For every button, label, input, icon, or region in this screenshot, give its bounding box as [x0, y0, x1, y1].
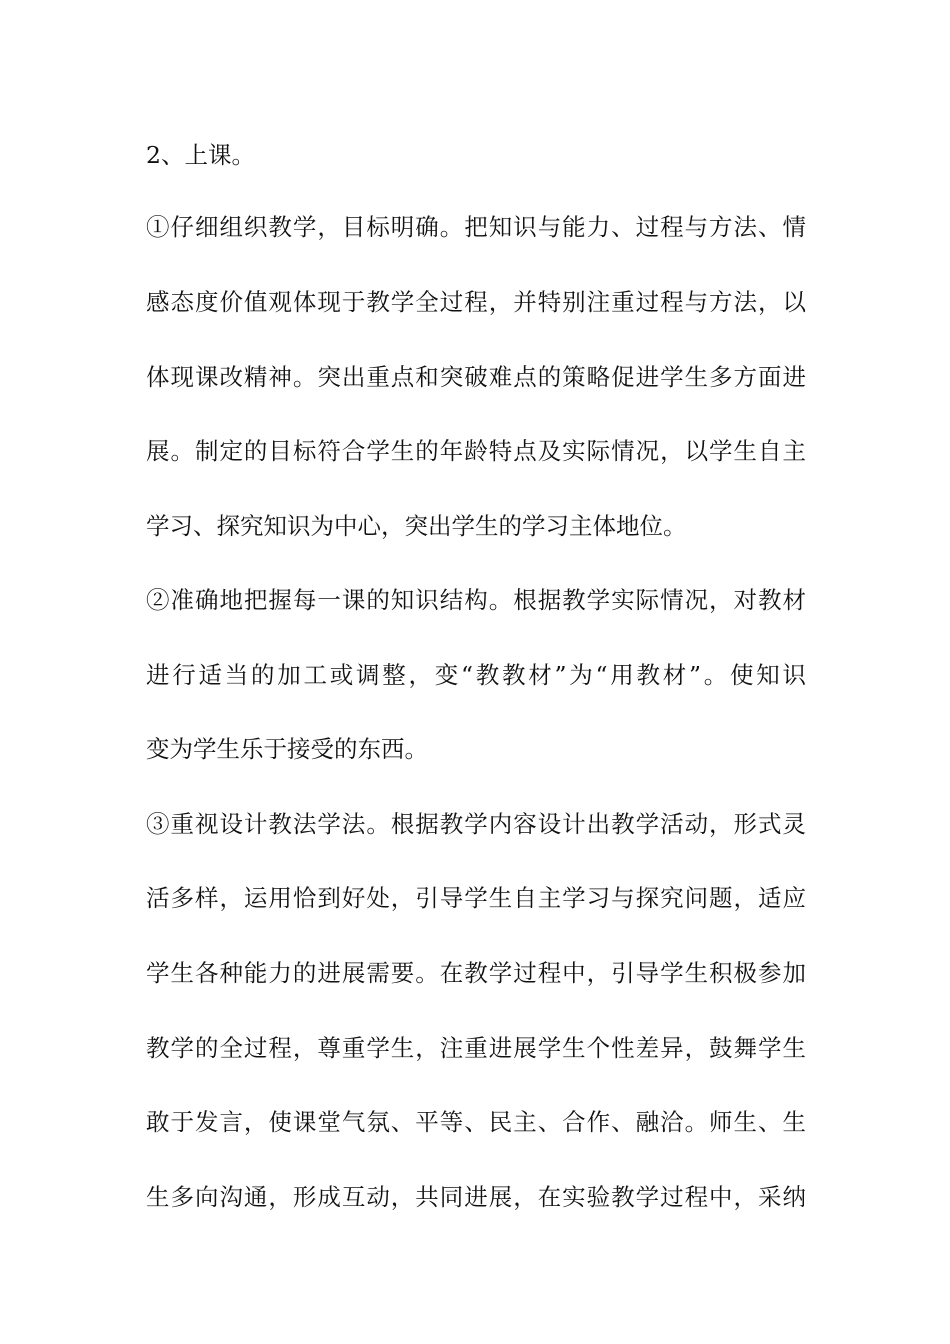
paragraph-line: ①仔细组织教学，目标明确。把知识与能力、过程与方法、情 [146, 213, 806, 241]
paragraph-line: 活多样，运用恰到好处，引导学生自主学习与探究问题，适应 [146, 884, 806, 912]
paragraph-line: 感态度价值观体现于教学全过程，并特别注重过程与方法，以 [146, 288, 806, 316]
paragraph-line: 进行适当的加工或调整，变“教教材”为“用教材”。使知识 [146, 661, 806, 689]
paragraph-line: ③重视设计教法学法。根据教学内容设计出教学活动，形式灵 [146, 810, 806, 838]
paragraph-line: 敢于发言，使课堂气氛、平等、民主、合作、融洽。师生、生 [146, 1108, 806, 1136]
paragraph-line: 教学的全过程，尊重学生，注重进展学生个性差异，鼓舞学生 [146, 1034, 806, 1062]
paragraph-line: 变为学生乐于接受的东西。 [146, 735, 428, 763]
paragraph-line: 展。制定的目标符合学生的年龄特点及实际情况，以学生自主 [146, 437, 806, 465]
paragraph-line: ②准确地把握每一课的知识结构。根据教学实际情况，对教材 [146, 586, 806, 614]
paragraph-line: 生多向沟通，形成互动，共同进展，在实验教学过程中，采纳 [146, 1183, 806, 1211]
section-heading: 2、上课。 [146, 141, 255, 169]
paragraph-line: 学习、探究知识为中心，突出学生的学习主体地位。 [146, 512, 687, 540]
paragraph-line: 学生各种能力的进展需要。在教学过程中，引导学生积极参加 [146, 959, 806, 987]
paragraph-line: 体现课改精神。突出重点和突破难点的策略促进学生多方面进 [146, 363, 806, 391]
